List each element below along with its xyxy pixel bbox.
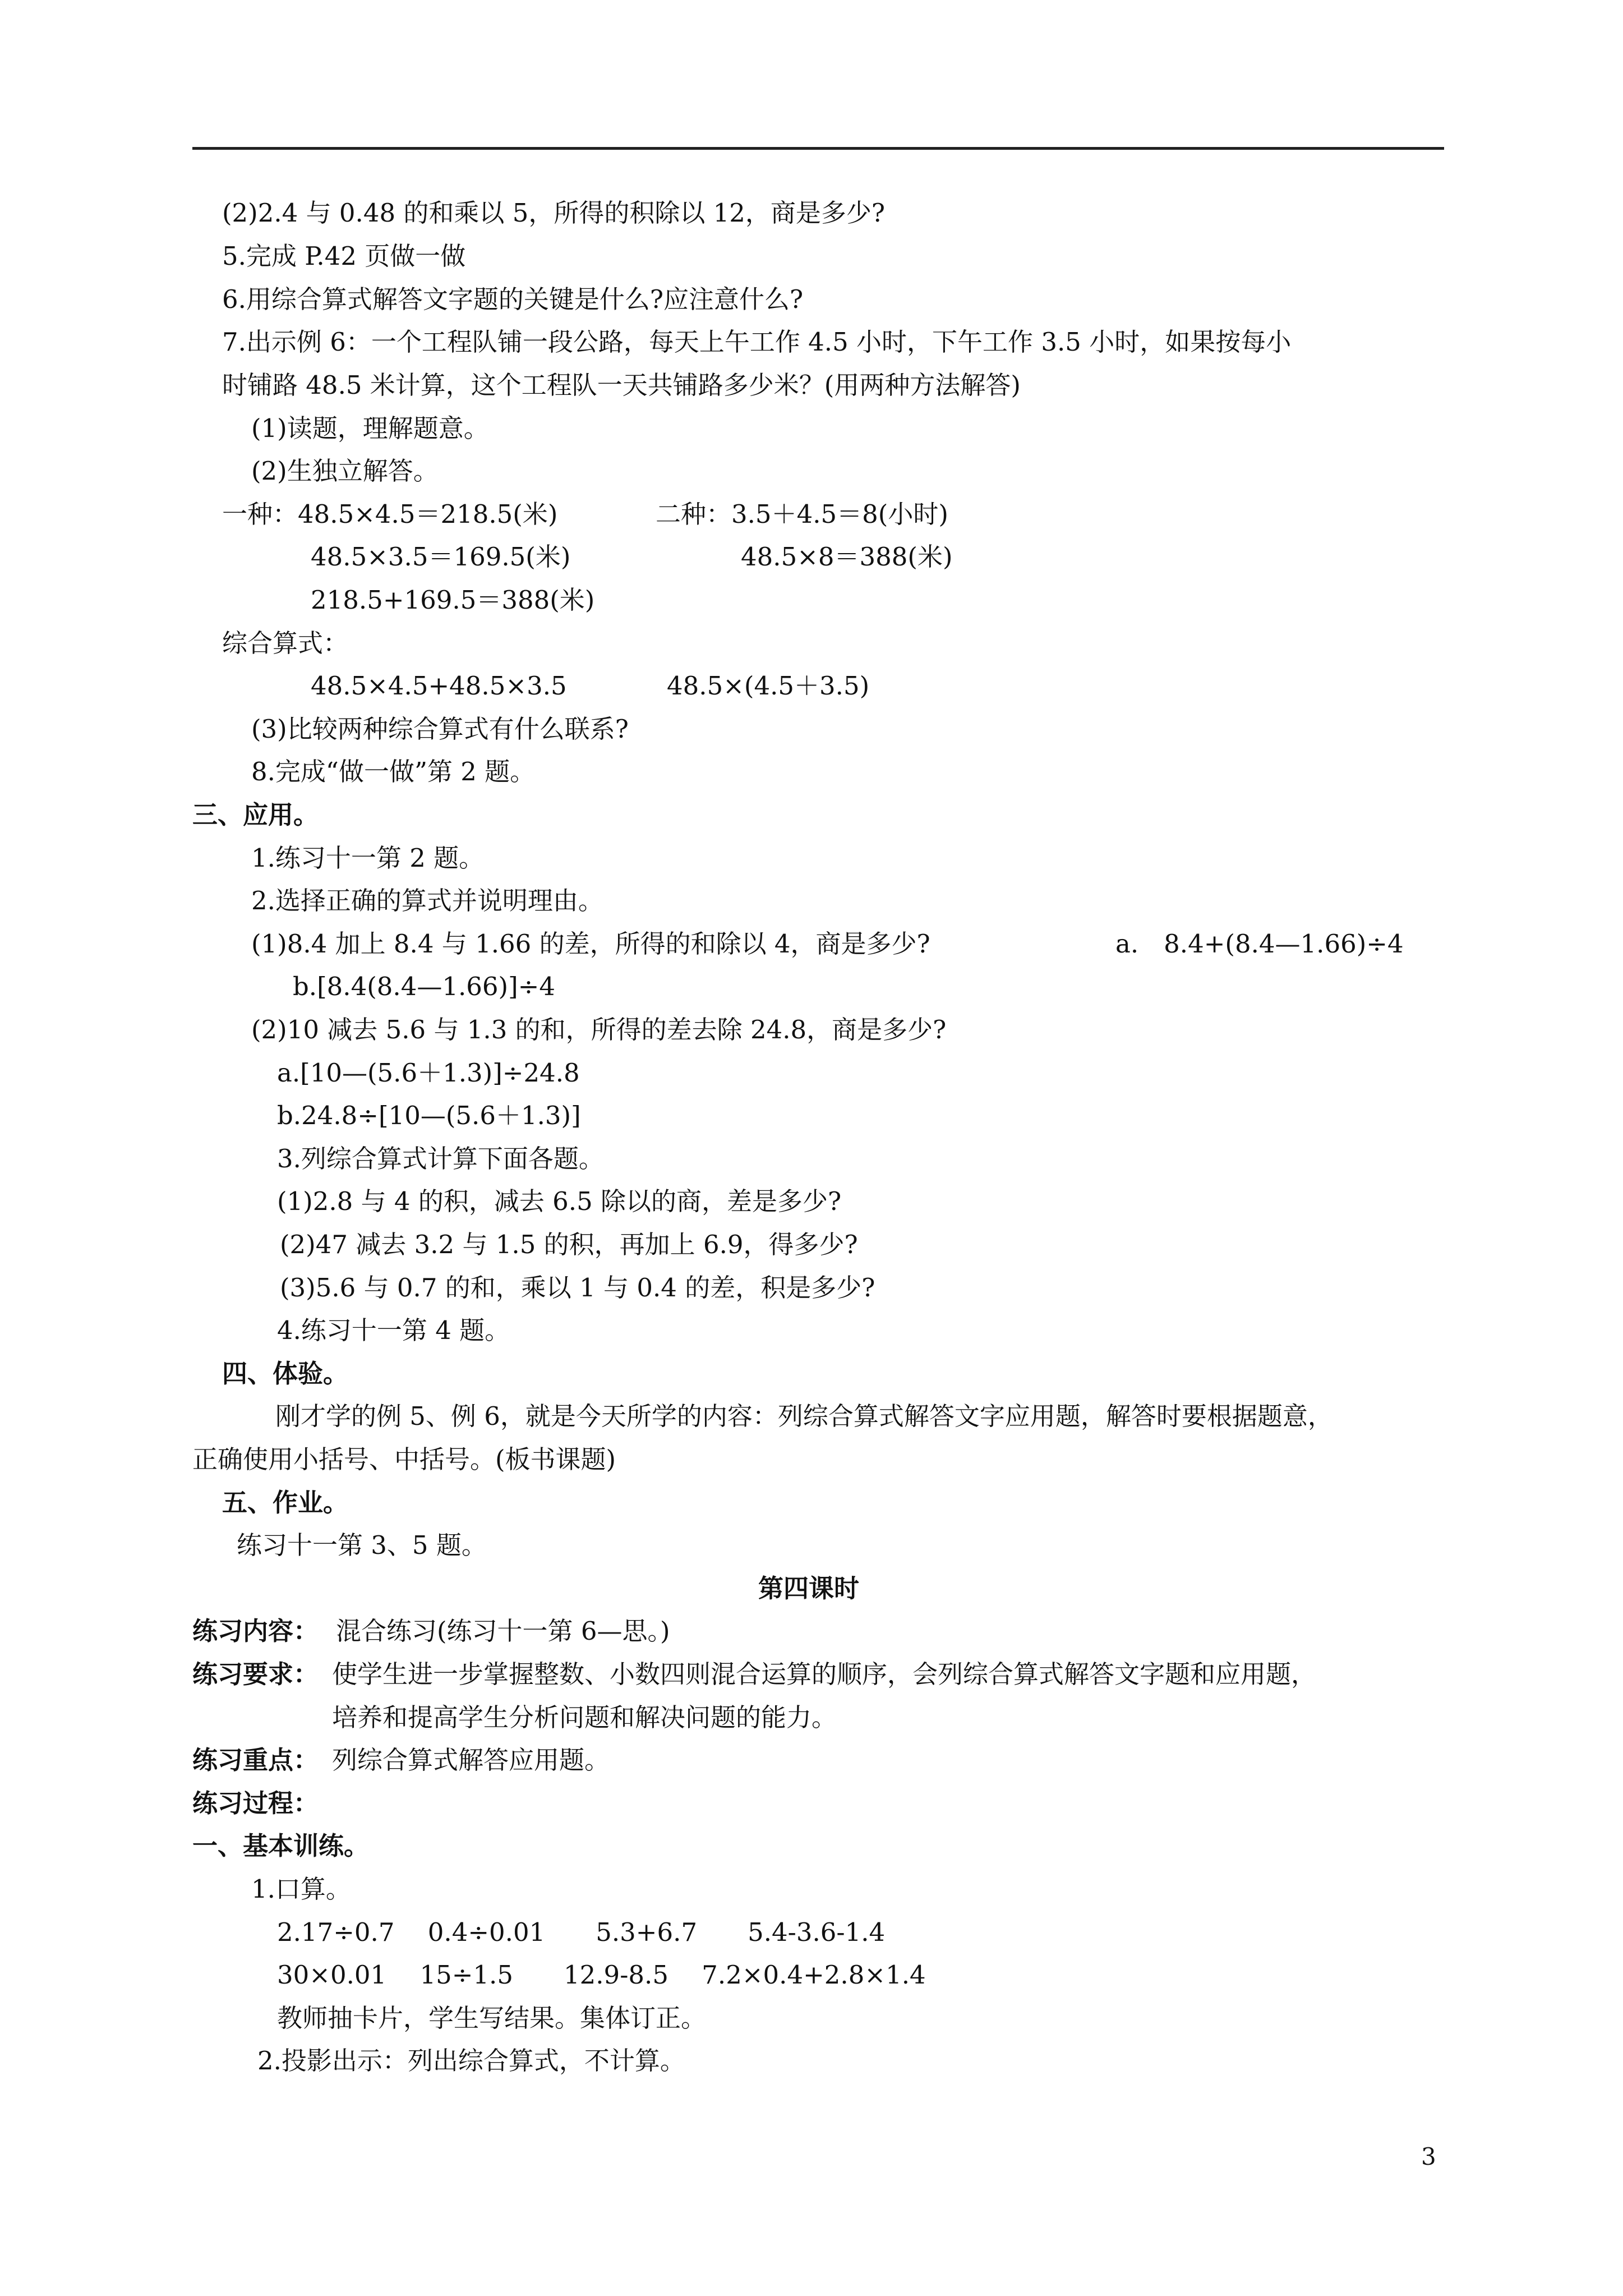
text-line: 218.5+169.5＝388(米) [311,585,595,615]
text-line: 3.列综合算式计算下面各题。 [277,1144,604,1174]
text-line: (2)2.4 与 0.48 的和乘以 5，所得的积除以 12，商是多少? [222,198,886,228]
text-line: 使学生进一步掌握整数、小数四则混合运算的顺序，会列综合算式解答文字题和应用题， [332,1659,1317,1689]
text-line: 7.出示例 6：一个工程队铺一段公路，每天上午工作 4.5 小时，下午工作 3.5 小时，如果按每小 [222,327,1292,357]
field-label: 练习内容： [192,1616,319,1646]
text-line: (1)8.4 加上 8.4 与 1.66 的差，所得的和除以 4，商是多少? [251,929,930,959]
text-line: 刚才学的例 5、例 6，就是今天所学的内容：列综合算式解答文字应用题，解答时要根据题意， [275,1401,1333,1431]
section-heading: 五、作业。 [222,1488,349,1517]
text-line: 培养和提高学生分析问题和解决问题的能力。 [332,1703,837,1732]
text-line: 2.投影出示：列出综合算式，不计算。 [257,2046,685,2076]
page-number: 3 [1421,2143,1436,2170]
text-line: 1.练习十一第 2 题。 [251,843,485,873]
text-line: 时铺路 48.5 米计算，这个工程队一天共铺路多少米？(用两种方法解答) [222,370,1021,400]
field-label: 练习要求： [192,1659,319,1689]
field-label: 练习重点： [192,1745,319,1775]
text-line: 30×0.01 15÷1.5 12.9-8.5 7.2×0.4+2.8×1.4 [277,1960,926,1990]
text-line: (1)2.8 与 4 的积，减去 6.5 除以的商，差是多少? [277,1186,842,1216]
text-line: 2.选择正确的算式并说明理由。 [251,886,603,915]
text-line: 48.5×3.5＝169.5(米) [311,542,571,572]
lesson-title: 第四课时 [758,1573,860,1603]
text-line: 6.用综合算式解答文字题的关键是什么?应注意什么? [222,284,804,314]
text-line: 一种：48.5×4.5＝218.5(米) [222,499,558,529]
field-label: 练习过程： [192,1788,319,1818]
text-line: 列综合算式解答应用题。 [332,1745,610,1775]
text-line: (3)比较两种综合算式有什么联系? [251,714,629,744]
text-line: 5.完成 P.42 页做一做 [222,241,466,271]
text-line: 2.17÷0.7 0.4÷0.01 5.3+6.7 5.4-3.6-1.4 [277,1917,886,1947]
text-line: 1.口算。 [251,1874,351,1904]
section-heading: 四、体验。 [222,1359,349,1388]
text-line: b.24.8÷[10—(5.6＋1.3)] [277,1101,581,1130]
section-heading: 三、应用。 [192,800,319,830]
text-line: (2)47 减去 3.2 与 1.5 的积，再加上 6.9，得多少? [280,1230,858,1259]
text-line: b.[8.4(8.4—1.66)]÷4 [293,972,555,1001]
text-line: 混合练习(练习十一第 6—思。) [336,1616,670,1646]
header-rule [192,147,1444,150]
text-line: (1)读题，理解题意。 [251,413,489,443]
text-line: 48.5×4.5+48.5×3.5 [311,671,567,701]
text-line: (2)生独立解答。 [251,456,439,486]
text-line: 教师抽卡片，学生写结果。集体订正。 [277,2003,707,2033]
text-line: 综合算式： [222,628,349,658]
text-line: a.[10—(5.6＋1.3)]÷24.8 [277,1058,580,1088]
text-line: a. 8.4+(8.4—1.66)÷4 [1115,929,1404,959]
text-line: 48.5×(4.5＋3.5) [667,671,870,701]
section-heading: 一、基本训练。 [192,1831,370,1861]
text-line: 二种：3.5＋4.5＝8(小时) [656,499,948,529]
text-line: 48.5×8＝388(米) [741,542,953,572]
text-line: (2)10 减去 5.6 与 1.3 的和，所得的差去除 24.8，商是多少? [251,1015,947,1045]
text-line: 练习十一第 3、5 题。 [237,1530,487,1560]
text-line: 8.完成“做一做”第 2 题。 [251,757,536,786]
text-line: 正确使用小括号、中括号。(板书课题) [192,1444,616,1474]
text-line: 4.练习十一第 4 题。 [277,1315,510,1345]
text-line: (3)5.6 与 0.7 的和，乘以 1 与 0.4 的差，积是多少? [280,1273,875,1303]
